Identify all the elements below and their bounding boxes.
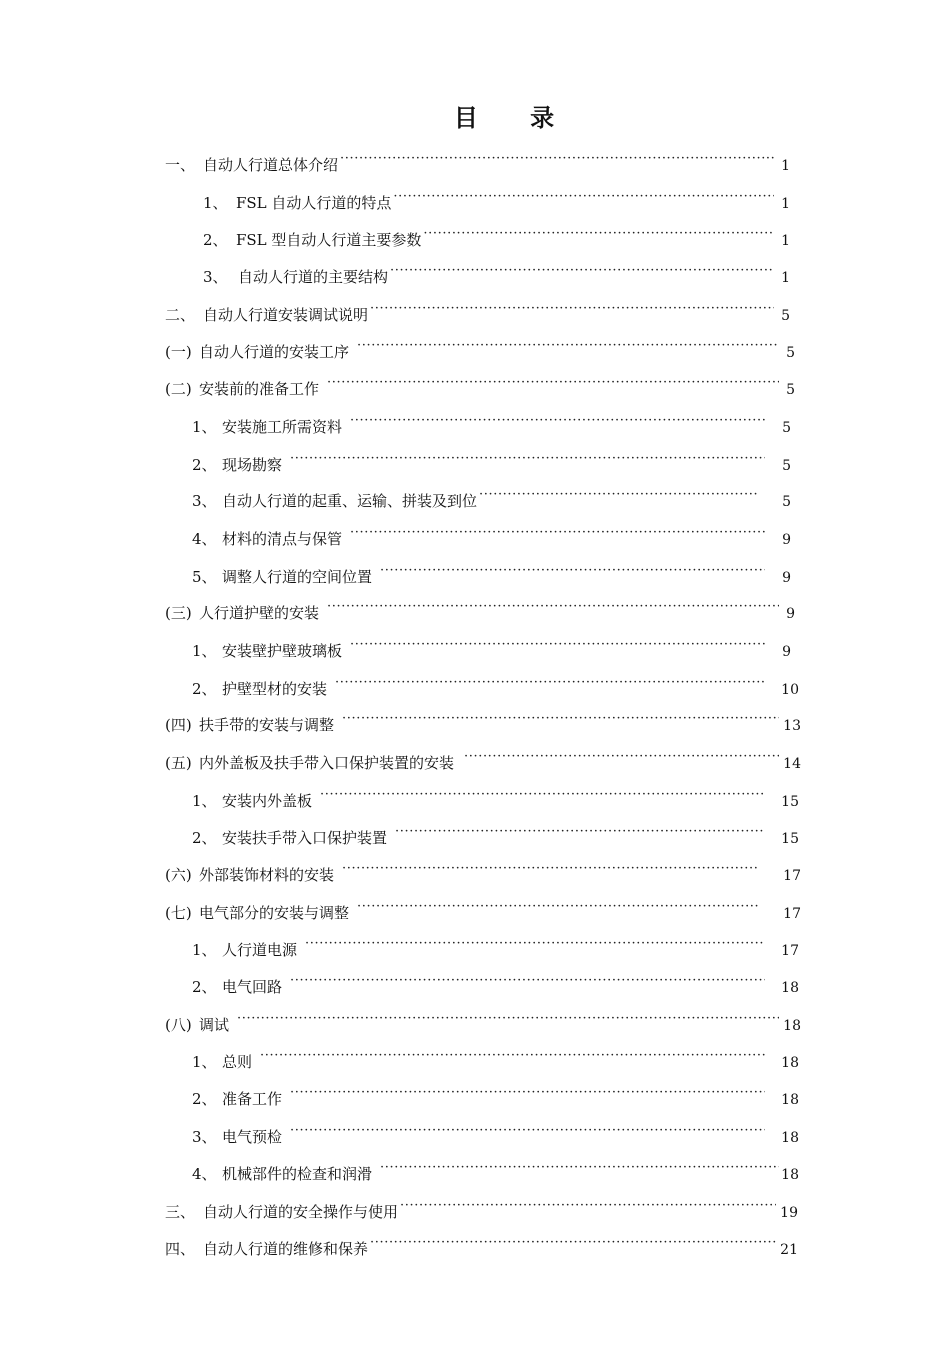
dot-leader xyxy=(380,1157,779,1179)
entry-title: 安装扶手带入口保护装置 xyxy=(222,829,388,847)
entry-number: 2、 xyxy=(192,1090,217,1108)
dot-leader xyxy=(290,970,765,992)
entry-page-number: 18 xyxy=(783,1018,801,1034)
entry-page-number: 17 xyxy=(783,868,801,884)
dot-leader xyxy=(237,1008,779,1030)
dot-leader xyxy=(395,821,765,843)
entry-title: 调试 xyxy=(199,1016,230,1034)
entry-title: 电气回路 xyxy=(222,978,283,996)
entry-title: FSL 型自动人行道主要参数 xyxy=(236,231,422,249)
toc-entry[interactable] xyxy=(192,522,791,548)
entry-title: 现场勘察 xyxy=(222,456,283,474)
entry-number: 5、 xyxy=(192,568,217,586)
toc-entry[interactable] xyxy=(165,1008,801,1034)
entry-number: 1、 xyxy=(192,792,217,810)
entry-title: 人行道护壁的安装 xyxy=(199,604,320,622)
entry-page-number: 9 xyxy=(786,606,795,622)
entry-number: 4、 xyxy=(192,1165,217,1183)
toc-entry[interactable] xyxy=(203,223,790,249)
entry-page-number: 5 xyxy=(786,345,795,361)
toc-entry[interactable] xyxy=(192,560,791,586)
dot-leader xyxy=(340,148,774,170)
dot-leader xyxy=(290,448,765,470)
entry-title: 调整人行道的空间位置 xyxy=(222,568,373,586)
toc-entry[interactable] xyxy=(165,298,790,324)
dot-leader xyxy=(423,223,774,245)
entry-page-number: 1 xyxy=(781,270,790,286)
entry-title: 总则 xyxy=(222,1053,253,1071)
entry-page-number: 1 xyxy=(781,158,790,174)
entry-number: (五) xyxy=(165,754,192,772)
toc-entry[interactable] xyxy=(165,708,801,734)
entry-page-number: 5 xyxy=(782,494,791,510)
toc-title: 目 录 xyxy=(453,103,577,132)
entry-title: 自动人行道安装调试说明 xyxy=(203,306,369,324)
toc-entry[interactable] xyxy=(165,1195,798,1221)
dot-leader xyxy=(320,784,765,806)
entry-page-number: 18 xyxy=(781,1167,799,1183)
entry-title: 内外盖板及扶手带入口保护装置的安装 xyxy=(199,754,455,772)
entry-title: 安装施工所需资料 xyxy=(222,418,343,436)
toc-entry[interactable] xyxy=(165,148,790,174)
entry-number: 四、 xyxy=(165,1240,196,1258)
entry-number: 4、 xyxy=(192,530,217,548)
entry-number: (七) xyxy=(165,904,192,922)
entry-number: 二、 xyxy=(165,306,196,324)
entry-number: 1、 xyxy=(192,418,217,436)
entry-page-number: 19 xyxy=(780,1205,798,1221)
toc-entry[interactable] xyxy=(165,858,801,884)
entry-number: 2、 xyxy=(192,978,217,996)
entry-title: 准备工作 xyxy=(222,1090,283,1108)
toc-entry[interactable] xyxy=(192,784,799,810)
toc-entry[interactable] xyxy=(192,410,791,436)
dot-leader xyxy=(390,260,774,282)
entry-number: 3、 xyxy=(192,1128,217,1146)
toc-entry[interactable] xyxy=(192,933,799,959)
dot-leader xyxy=(305,933,765,955)
entry-title: 护壁型材的安装 xyxy=(222,680,328,698)
entry-number: 2、 xyxy=(192,680,217,698)
entry-number: (一) xyxy=(165,343,192,361)
dot-leader xyxy=(327,596,779,618)
toc-entry[interactable] xyxy=(203,260,790,286)
entry-title: 自动人行道的安全操作与使用 xyxy=(203,1203,399,1221)
dot-leader xyxy=(350,410,765,432)
entry-title: 人行道电源 xyxy=(222,941,298,959)
entry-title: FSL 自动人行道的特点 xyxy=(236,194,392,212)
entry-title: 材料的清点与保管 xyxy=(222,530,343,548)
toc-entry[interactable] xyxy=(165,896,801,922)
entry-number: 三、 xyxy=(165,1203,196,1221)
entry-page-number: 1 xyxy=(781,233,790,249)
toc-entry[interactable] xyxy=(192,1157,799,1183)
entry-number: 1、 xyxy=(192,642,217,660)
entry-number: 2、 xyxy=(192,829,217,847)
entry-number: 1、 xyxy=(192,941,217,959)
toc-entry[interactable] xyxy=(165,596,795,622)
entry-number: 1、 xyxy=(192,1053,217,1071)
dot-leader xyxy=(370,298,774,320)
entry-page-number: 18 xyxy=(781,1055,799,1071)
entry-page-number: 5 xyxy=(786,382,795,398)
toc-entry[interactable] xyxy=(192,821,799,847)
entry-number: 2、 xyxy=(203,231,228,249)
dot-leader xyxy=(342,858,759,880)
entry-page-number: 5 xyxy=(781,308,790,324)
entry-title: 电气部分的安装与调整 xyxy=(199,904,350,922)
entry-title: 自动人行道的维修和保养 xyxy=(203,1240,369,1258)
dot-leader xyxy=(335,672,765,694)
dot-leader xyxy=(400,1195,776,1217)
entry-number: 1、 xyxy=(203,194,228,212)
dot-leader xyxy=(342,708,779,730)
entry-number: 3、 xyxy=(203,268,228,286)
entry-title: 自动人行道的起重、运输、拼装及到位 xyxy=(222,492,478,510)
entry-page-number: 5 xyxy=(782,458,791,474)
entry-title: 自动人行道的主要结构 xyxy=(238,268,389,286)
entry-page-number: 9 xyxy=(782,570,791,586)
entry-page-number: 13 xyxy=(783,718,801,734)
entry-page-number: 17 xyxy=(781,943,799,959)
toc-entry[interactable] xyxy=(192,448,791,474)
dot-leader xyxy=(260,1045,765,1067)
dot-leader xyxy=(350,522,765,544)
entry-title: 安装壁护壁玻璃板 xyxy=(222,642,343,660)
entry-page-number: 18 xyxy=(781,980,799,996)
entry-page-number: 18 xyxy=(781,1092,799,1108)
toc-entry[interactable] xyxy=(165,746,801,772)
entry-title: 机械部件的检查和润滑 xyxy=(222,1165,373,1183)
entry-page-number: 15 xyxy=(781,831,799,847)
entry-title: 外部装饰材料的安装 xyxy=(199,866,335,884)
entry-number: (三) xyxy=(165,604,192,622)
entry-title: 自动人行道总体介绍 xyxy=(203,156,339,174)
entry-page-number: 1 xyxy=(781,196,790,212)
dot-leader xyxy=(357,896,759,918)
entry-number: 2、 xyxy=(192,456,217,474)
toc-entry[interactable] xyxy=(192,1082,799,1108)
dot-leader xyxy=(370,1232,776,1254)
entry-title: 电气预检 xyxy=(222,1128,283,1146)
toc-entry[interactable] xyxy=(165,335,795,361)
entry-title: 安装内外盖板 xyxy=(222,792,313,810)
toc-entry[interactable] xyxy=(192,970,799,996)
dot-leader xyxy=(464,746,779,768)
toc-entry[interactable] xyxy=(192,1120,799,1146)
toc-entry[interactable] xyxy=(165,372,795,398)
dot-leader xyxy=(290,1082,765,1104)
entry-page-number: 10 xyxy=(781,682,799,698)
toc-entry[interactable] xyxy=(192,484,791,510)
toc-entry[interactable] xyxy=(165,1232,798,1258)
entry-number: (四) xyxy=(165,716,192,734)
entry-title: 自动人行道的安装工序 xyxy=(199,343,350,361)
toc-entry[interactable] xyxy=(203,186,790,212)
entry-number: (六) xyxy=(165,866,192,884)
dot-leader xyxy=(479,484,759,506)
entry-page-number: 21 xyxy=(780,1242,798,1258)
dot-leader xyxy=(290,1120,765,1142)
dot-leader xyxy=(357,335,779,357)
entry-number: 3、 xyxy=(192,492,217,510)
toc-entry[interactable] xyxy=(192,1045,799,1071)
entry-number: (八) xyxy=(165,1016,192,1034)
entry-page-number: 17 xyxy=(783,906,801,922)
entry-page-number: 18 xyxy=(781,1130,799,1146)
dot-leader xyxy=(380,560,765,582)
toc-entry[interactable] xyxy=(192,634,791,660)
entry-page-number: 15 xyxy=(781,794,799,810)
entry-title: 扶手带的安装与调整 xyxy=(199,716,335,734)
entry-title: 安装前的准备工作 xyxy=(199,380,320,398)
entry-page-number: 14 xyxy=(783,756,801,772)
dot-leader xyxy=(393,186,774,208)
entry-page-number: 5 xyxy=(782,420,791,436)
dot-leader xyxy=(327,372,779,394)
entry-number: 一、 xyxy=(165,156,196,174)
entry-page-number: 9 xyxy=(782,532,791,548)
dot-leader xyxy=(350,634,765,656)
toc-entry[interactable] xyxy=(192,672,799,698)
entry-page-number: 9 xyxy=(782,644,791,660)
entry-number: (二) xyxy=(165,380,192,398)
